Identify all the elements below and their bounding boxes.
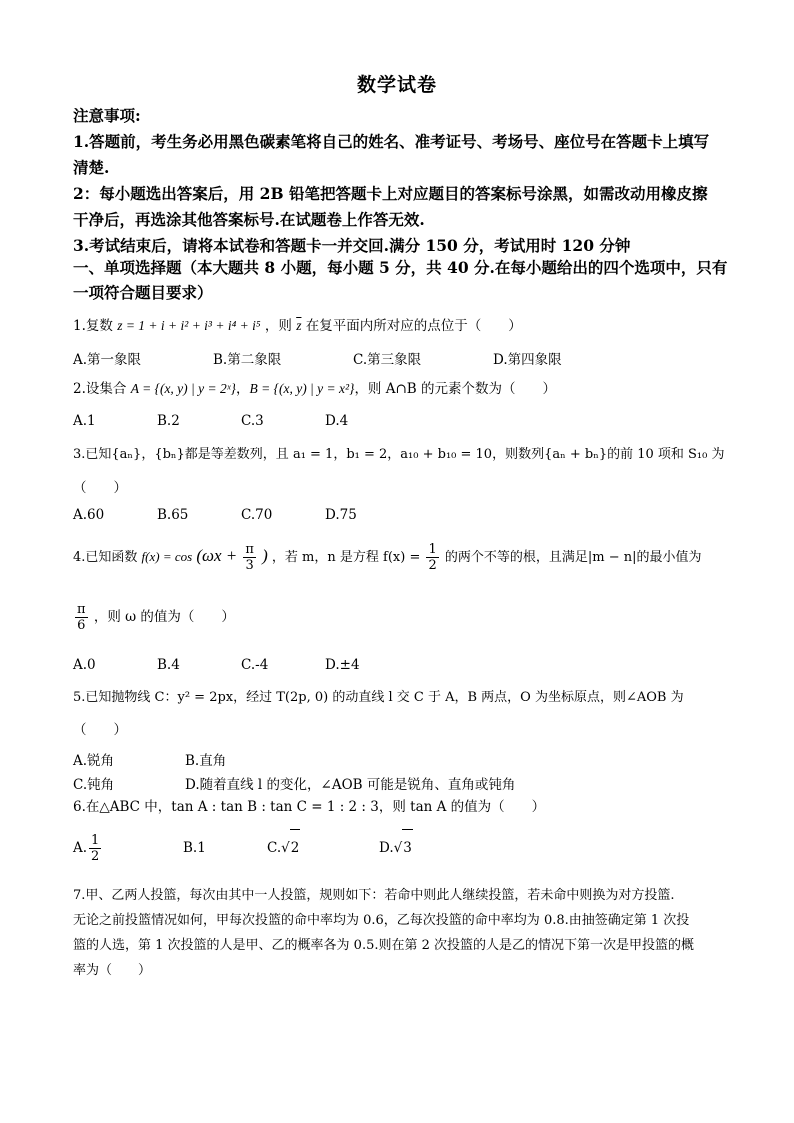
q4-frac-pi-6 (75, 602, 88, 633)
q4-arg-left: (ωx + (196, 546, 238, 565)
q2-stem: ，则 A∩B 的元素个数为（ ） (354, 381, 557, 397)
q4-option-d: D.±4 (325, 657, 360, 673)
q4-frac-one-half (426, 542, 438, 573)
q1-prefix: 1.复数 (73, 318, 113, 334)
question-7-line-4: 率为（ ） (73, 963, 152, 978)
question-3-line-1: 3.已知{aₙ}，{bₙ}都是等差数列，且 a₁ = 1，b₁ = 2，a₁₀ + b₁₀ = 10，则数列{aₙ + bₙ}的前 10 项和 S₁₀ 为 (73, 447, 725, 462)
q2-option-a: A.1 (73, 413, 96, 429)
q3-options (73, 507, 357, 523)
q1-option-a: A.第一象限 (73, 352, 142, 368)
q6-sqrt-2: √2 (281, 829, 300, 866)
section-heading-line-2: 一项符合题目要求） (73, 283, 213, 302)
q2-option-d: D.4 (325, 413, 349, 429)
q4-pi: π (245, 542, 254, 557)
q4-function: f(x) = cos (141, 549, 193, 564)
page-title: 数学试卷 (356, 74, 437, 96)
q2-option-c: C.3 (241, 413, 264, 429)
question-7-line-3: 篮的人选，第 1 次投篮的人是甲、乙的概率各为 0.5.则在第 2 次投篮的人是乙的情况下第一次是甲投篮的概 (73, 938, 695, 953)
q1-options (73, 348, 562, 368)
question-3-line-2: （ ） (73, 480, 127, 496)
question-6: 6.在△ABC 中，tan A : tan B : tan C = 1 : 2 : 3，则 tan A 的值为（ ） (73, 799, 546, 815)
q3-option-b: B.65 (157, 507, 189, 523)
question-2 (73, 378, 556, 400)
q1-zbar: $\overline{z}$ (296, 318, 302, 333)
notice-line-2b: 干净后，再选涂其他答案标号.在试题卷上作答无效. (73, 210, 425, 229)
notice-line-1a: 1.答题前，考生务必用黑色碳素笔将自己的姓名、准考证号、考场号、座位号在答题卡上填写 (73, 132, 710, 151)
q6-sqrt-3: √3 (394, 829, 413, 866)
q4-arg-right: ) (262, 546, 268, 565)
section-heading-line-1: 一、单项选择题（本大题共 8 小题，每小题 5 分，共 40 分.在每小题给出的四个选项中，只有 (73, 258, 728, 277)
q1-mid: ，则 (264, 318, 292, 334)
question-1 (73, 315, 522, 337)
notice-line-1b: 清楚. (73, 158, 110, 177)
q4-two: 2 (428, 558, 437, 573)
q4-option-c: C.-4 (241, 657, 269, 673)
q6-option-a (73, 830, 183, 866)
q3-option-a: A.60 (73, 507, 105, 523)
q4-option-a: A.0 (73, 657, 96, 673)
q4-six: 6 (77, 618, 86, 633)
q6-radicand-2: 2 (290, 829, 301, 866)
question-7-line-1: 7.甲、乙两人投篮，每次由其中一人投篮，规则如下：若命中则此人继续投篮，若未命中则换为对方投篮. (73, 888, 675, 903)
q5-options-row-2 (73, 773, 515, 793)
q1-stem: 在复平面内所对应的点位于（ ） (305, 318, 522, 334)
q6-option-b: B.1 (183, 840, 206, 856)
q4-prefix: 4.已知函数 (73, 550, 138, 565)
q6-option-d-label: D. (379, 840, 394, 856)
q5-option-b: B.直角 (185, 753, 227, 769)
question-4-line-2 (73, 599, 235, 635)
q3-option-c: C.70 (241, 507, 273, 523)
q5-option-c: C.钝角 (73, 777, 115, 793)
q6-one: 1 (91, 833, 100, 848)
q5-option-d: D.随着直线 l 的变化，∠AOB 可能是锐角、直角或钝角 (185, 777, 516, 793)
q1-expression: z = 1 + i + i² + i³ + i⁴ + i⁵ (117, 318, 261, 333)
q6-radicand-3: 3 (402, 829, 413, 866)
q4-option-b: B.4 (157, 657, 180, 673)
question-5-line-1: 5.已知抛物线 C：y² = 2px，经过 T(2p, 0) 的动直线 l 交 C 于 A，B 两点，O 为坐标原点，则∠AOB 为 (73, 690, 684, 705)
q1-option-c: C.第三象限 (353, 352, 422, 368)
q4-pi-2: π (77, 602, 86, 617)
q2-prefix: 2.设集合 (73, 381, 127, 397)
q4-frac-pi-3 (243, 542, 256, 573)
q6-option-a-label: A. (73, 840, 88, 856)
notice-heading: 注意事项: (73, 106, 141, 125)
q6-frac-one-half (89, 833, 101, 864)
q2-option-b: B.2 (157, 413, 180, 429)
question-4-line-1 (73, 538, 702, 576)
q3-option-d: D.75 (325, 507, 357, 523)
q4-one: 1 (428, 542, 437, 557)
q4-three: 3 (245, 558, 254, 573)
q6-options (73, 829, 413, 866)
q2-set-b: B = {(x, y) | y = x²} (249, 381, 355, 396)
q2-set-a: A = {(x, y) | y = 2ˣ} (130, 381, 236, 396)
q4-mid: ，若 m，n 是方程 f(x) = (271, 550, 421, 565)
question-5-line-2: （ ） (73, 722, 127, 738)
q2-options (73, 413, 348, 429)
notice-line-2a: 2：每小题选出答案后，用 2B 铅笔把答题卡上对应题目的答案标号涂黑，如需改动用橡皮擦 (73, 184, 708, 203)
q2-separator: ， (235, 381, 250, 397)
q4-options (73, 657, 360, 673)
notice-line-3: 3.考试结束后，请将本试卷和答题卡一并交回.满分 150 分，考试用时 120 分钟 (73, 236, 631, 255)
q5-option-a: A.锐角 (73, 753, 115, 769)
q1-option-d: D.第四象限 (493, 352, 562, 368)
q5-options-row-1 (73, 749, 226, 769)
q6-option-d (379, 829, 413, 866)
q4-stem-2: ，则 ω 的值为（ ） (93, 609, 235, 625)
q6-two: 2 (91, 849, 100, 864)
q4-stem: 的两个不等的根，且满足|m − n|的最小值为 (444, 550, 702, 565)
question-7-line-2: 无论之前投篮情况如何，甲每次投篮的命中率均为 0.6，乙每次投篮的命中率均为 0.8.由抽签确定第 1 次投 (73, 913, 690, 928)
q6-option-c (267, 829, 379, 866)
q6-option-c-label: C. (267, 840, 282, 856)
q1-option-b: B.第二象限 (213, 352, 282, 368)
